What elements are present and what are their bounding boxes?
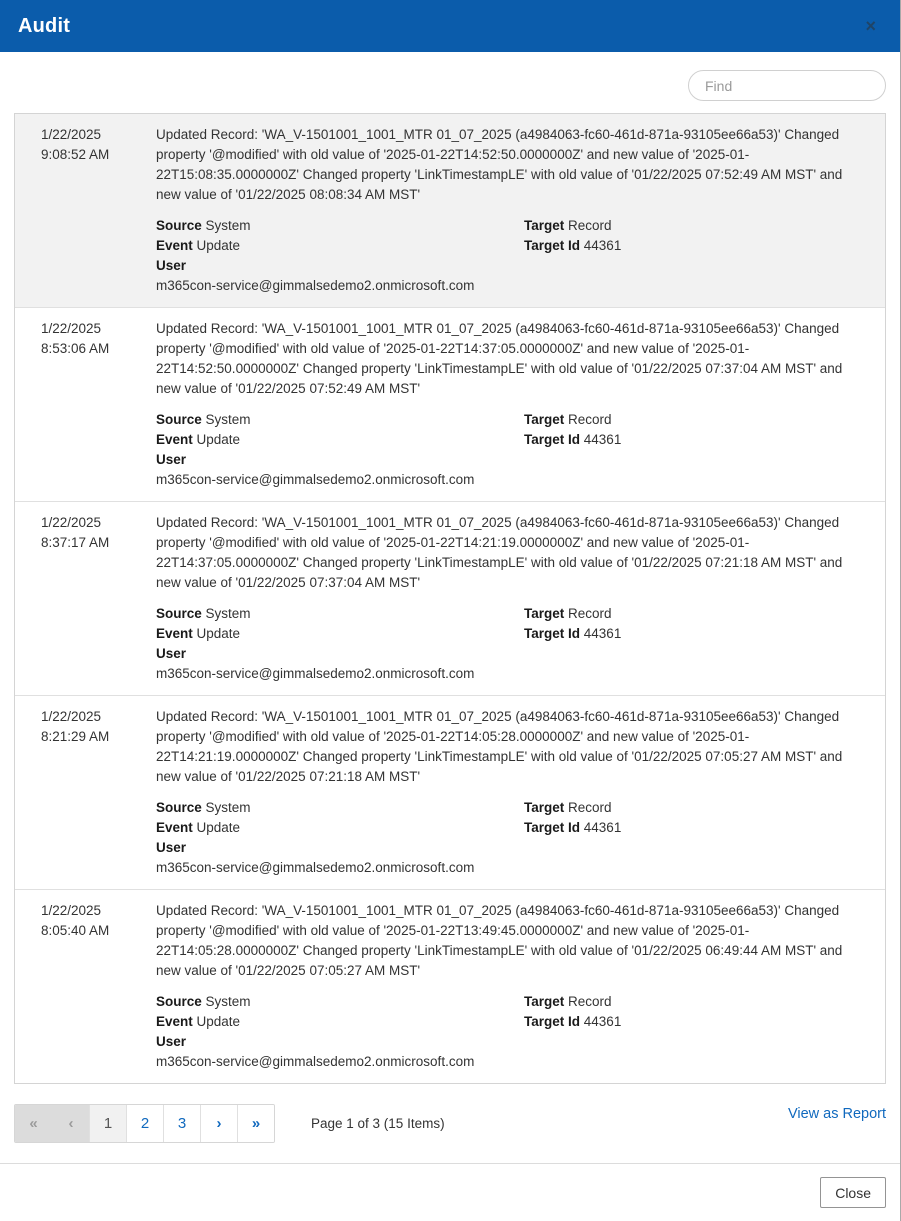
- target-label: Target: [524, 606, 565, 621]
- target-id-value: 44361: [583, 626, 622, 641]
- entry-time: 9:08:52 AM: [41, 147, 110, 162]
- entry-description: Updated Record: 'WA_V-1501001_1001_MTR 01_07_2025 (a4984063-fc60-461d-871a-93105ee66a53)' Changed property '@modified' with old value of '2025-01-22T14:05:28.0000000Z' and new value of '2025-01-22T14:21:19.0000000Z' Changed property 'LinkTimestampLE' with old value of '01/22/2025 07:05:27 AM MST' and new value of '01/22/2025 07:21:18 AM MST': [156, 709, 843, 784]
- target-id-value: 44361: [583, 432, 622, 447]
- event-value: Update: [196, 820, 241, 835]
- audit-entry[interactable]: [15, 696, 885, 890]
- entry-target-id: [524, 430, 869, 450]
- page-info: Page 1 of 3 (15 Items): [311, 1116, 445, 1131]
- page-button-2[interactable]: 2: [126, 1105, 163, 1142]
- entry-description: Updated Record: 'WA_V-1501001_1001_MTR 01_07_2025 (a4984063-fc60-461d-871a-93105ee66a53)' Changed property '@modified' with old value of '2025-01-22T14:52:50.0000000Z' and new value of '2025-01-22T15:08:35.0000000Z' Changed property 'LinkTimestampLE' with old value of '01/22/2025 07:52:49 AM MST' and new value of '01/22/2025 08:08:34 AM MST': [156, 127, 843, 202]
- event-label: Event: [156, 820, 193, 835]
- entry-target: [524, 604, 869, 624]
- source-value: System: [205, 994, 251, 1009]
- user-label: User: [156, 452, 187, 467]
- entry-meta-left: [156, 604, 524, 684]
- entry-time: 8:53:06 AM: [41, 341, 110, 356]
- entry-date: 1/22/2025: [41, 903, 102, 918]
- audit-list: [14, 113, 886, 1084]
- entry-description: Updated Record: 'WA_V-1501001_1001_MTR 01_07_2025 (a4984063-fc60-461d-871a-93105ee66a53)' Changed property '@modified' with old value of '2025-01-22T13:49:45.0000000Z' and new value of '2025-01-22T14:05:28.0000000Z' Changed property 'LinkTimestampLE' with old value of '01/22/2025 06:49:44 AM MST' and new value of '01/22/2025 07:05:27 AM MST': [156, 903, 843, 978]
- entry-meta-left: [156, 410, 524, 490]
- audit-entry[interactable]: [15, 114, 885, 308]
- entry-meta-left: [156, 992, 524, 1072]
- user-value: m365con-service@gimmalsedemo2.onmicrosoft.com: [156, 278, 475, 293]
- entry-event: [156, 818, 524, 838]
- target-value: Record: [568, 606, 612, 621]
- entry-meta-right: [524, 992, 869, 1072]
- event-value: Update: [196, 626, 241, 641]
- entry-date: 1/22/2025: [41, 515, 102, 530]
- source-label: Source: [156, 218, 202, 233]
- entry-meta: [156, 798, 869, 878]
- target-id-label: Target Id: [524, 626, 581, 641]
- target-label: Target: [524, 994, 565, 1009]
- event-value: Update: [196, 1014, 241, 1029]
- entry-event: [156, 430, 524, 450]
- target-value: Record: [568, 994, 612, 1009]
- entry-user: [156, 450, 524, 470]
- source-label: Source: [156, 412, 202, 427]
- entry-source: [156, 216, 524, 236]
- view-as-report-link[interactable]: View as Report: [787, 1106, 886, 1122]
- entry-description: Updated Record: 'WA_V-1501001_1001_MTR 01_07_2025 (a4984063-fc60-461d-871a-93105ee66a53)' Changed property '@modified' with old value of '2025-01-22T14:21:19.0000000Z' and new value of '2025-01-22T14:37:05.0000000Z' Changed property 'LinkTimestampLE' with old value of '01/22/2025 07:21:18 AM MST' and new value of '01/22/2025 07:37:04 AM MST': [156, 515, 843, 590]
- entry-timestamp: [15, 125, 156, 296]
- entry-time: 8:21:29 AM: [41, 729, 110, 744]
- close-button[interactable]: Close: [820, 1177, 886, 1208]
- entry-meta-left: [156, 216, 524, 296]
- entry-event: [156, 624, 524, 644]
- page-button-3[interactable]: 3: [163, 1105, 200, 1142]
- target-value: Record: [568, 218, 612, 233]
- entry-target: [524, 798, 869, 818]
- entry-timestamp: [15, 513, 156, 684]
- close-icon[interactable]: ×: [865, 16, 876, 36]
- page-button-1[interactable]: 1: [89, 1105, 126, 1142]
- entry-date: 1/22/2025: [41, 321, 102, 336]
- entry-target: [524, 410, 869, 430]
- source-label: Source: [156, 800, 202, 815]
- entry-meta-right: [524, 410, 869, 490]
- target-id-value: 44361: [583, 820, 622, 835]
- dialog-footer: [0, 1163, 900, 1221]
- entry-body: [156, 125, 885, 296]
- find-row: [14, 52, 886, 113]
- dialog-content: [0, 52, 900, 1163]
- audit-entry[interactable]: [15, 890, 885, 1083]
- event-label: Event: [156, 238, 193, 253]
- dialog-header: [0, 0, 900, 52]
- entry-user: [156, 1032, 524, 1052]
- target-id-label: Target Id: [524, 238, 581, 253]
- user-value: m365con-service@gimmalsedemo2.onmicrosoft.com: [156, 666, 475, 681]
- user-label: User: [156, 1034, 187, 1049]
- entry-source: [156, 410, 524, 430]
- entry-meta-right: [524, 798, 869, 878]
- entry-event: [156, 236, 524, 256]
- event-value: Update: [196, 238, 241, 253]
- source-value: System: [205, 606, 251, 621]
- event-label: Event: [156, 432, 193, 447]
- user-label: User: [156, 646, 187, 661]
- target-label: Target: [524, 218, 565, 233]
- first-page-button[interactable]: «: [15, 1105, 52, 1142]
- entry-body: [156, 707, 885, 878]
- entry-time: 8:05:40 AM: [41, 923, 110, 938]
- audit-entry[interactable]: [15, 308, 885, 502]
- entry-timestamp: [15, 707, 156, 878]
- entry-body: [156, 901, 885, 1072]
- entry-target-id: [524, 818, 869, 838]
- event-label: Event: [156, 1014, 193, 1029]
- user-value: m365con-service@gimmalsedemo2.onmicrosoft.com: [156, 472, 475, 487]
- entry-body: [156, 319, 885, 490]
- entry-target-id: [524, 236, 869, 256]
- event-value: Update: [196, 432, 241, 447]
- previous-page-button[interactable]: ‹: [52, 1105, 89, 1142]
- entry-source: [156, 798, 524, 818]
- entry-date: 1/22/2025: [41, 127, 102, 142]
- target-id-value: 44361: [583, 1014, 622, 1029]
- source-label: Source: [156, 606, 202, 621]
- source-value: System: [205, 800, 251, 815]
- target-id-label: Target Id: [524, 820, 581, 835]
- entry-target: [524, 992, 869, 1012]
- entry-timestamp: [15, 319, 156, 490]
- pager: [14, 1104, 275, 1143]
- target-value: Record: [568, 412, 612, 427]
- entry-target-id: [524, 624, 869, 644]
- entry-source: [156, 992, 524, 1012]
- source-label: Source: [156, 994, 202, 1009]
- entry-meta: [156, 410, 869, 490]
- audit-entry[interactable]: [15, 502, 885, 696]
- dialog-title: Audit: [18, 14, 71, 37]
- target-id-label: Target Id: [524, 432, 581, 447]
- user-label: User: [156, 258, 187, 273]
- entry-target: [524, 216, 869, 236]
- last-page-button[interactable]: »: [237, 1105, 274, 1142]
- pagination-row: [14, 1104, 886, 1143]
- target-label: Target: [524, 412, 565, 427]
- entry-source: [156, 604, 524, 624]
- source-value: System: [205, 412, 251, 427]
- entry-meta-left: [156, 798, 524, 878]
- entry-description: Updated Record: 'WA_V-1501001_1001_MTR 01_07_2025 (a4984063-fc60-461d-871a-93105ee66a53)' Changed property '@modified' with old value of '2025-01-22T14:37:05.0000000Z' and new value of '2025-01-22T14:52:50.0000000Z' Changed property 'LinkTimestampLE' with old value of '01/22/2025 07:37:04 AM MST' and new value of '01/22/2025 07:52:49 AM MST': [156, 321, 843, 396]
- entry-event: [156, 1012, 524, 1032]
- user-value: m365con-service@gimmalsedemo2.onmicrosoft.com: [156, 860, 475, 875]
- entry-date: 1/22/2025: [41, 709, 102, 724]
- target-id-label: Target Id: [524, 1014, 581, 1029]
- entry-time: 8:37:17 AM: [41, 535, 110, 550]
- entry-timestamp: [15, 901, 156, 1072]
- entry-meta: [156, 604, 869, 684]
- entry-meta-right: [524, 604, 869, 684]
- target-value: Record: [568, 800, 612, 815]
- event-label: Event: [156, 626, 193, 641]
- entry-user: [156, 644, 524, 664]
- find-input[interactable]: [688, 70, 886, 101]
- entry-user: [156, 256, 524, 276]
- entry-target-id: [524, 1012, 869, 1032]
- user-label: User: [156, 840, 187, 855]
- source-value: System: [205, 218, 251, 233]
- entry-meta: [156, 992, 869, 1072]
- entry-meta-right: [524, 216, 869, 296]
- entry-meta: [156, 216, 869, 296]
- entry-body: [156, 513, 885, 684]
- user-value: m365con-service@gimmalsedemo2.onmicrosoft.com: [156, 1054, 475, 1069]
- next-page-button[interactable]: ›: [200, 1105, 237, 1142]
- target-label: Target: [524, 800, 565, 815]
- target-id-value: 44361: [583, 238, 622, 253]
- entry-user: [156, 838, 524, 858]
